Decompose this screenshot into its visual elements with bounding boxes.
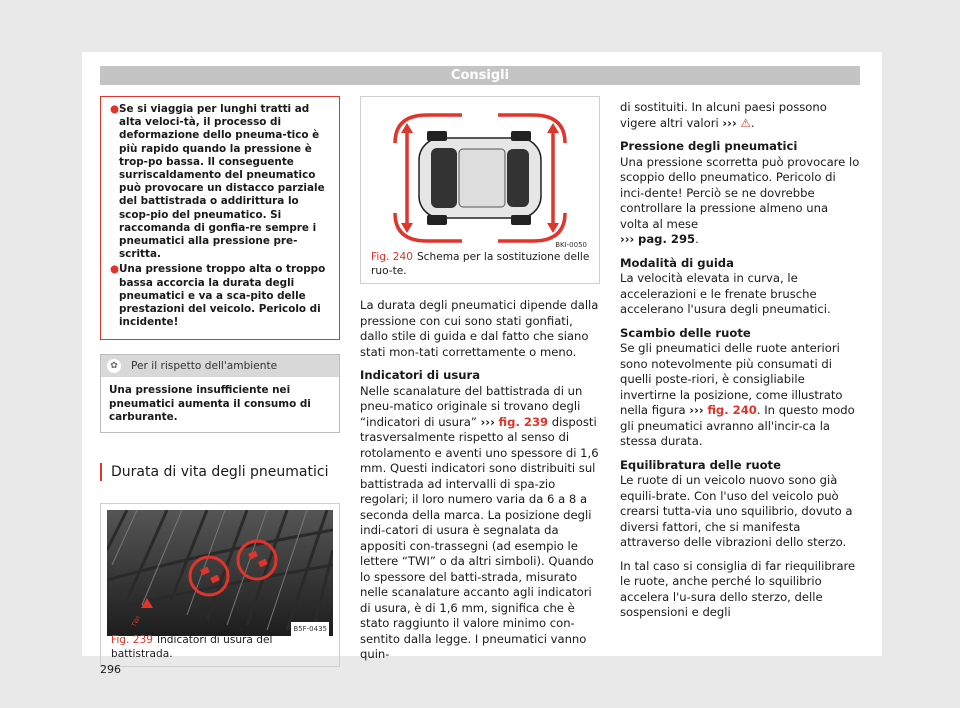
figure-link[interactable]: fig. 239 <box>498 414 549 429</box>
figure-240 <box>360 96 600 284</box>
body-text <box>360 298 600 663</box>
bullet-icon: ● <box>110 103 120 115</box>
twi-label: TWI <box>130 615 143 629</box>
paragraph: Le ruote di un veicolo nuovo sono già equili-brate. Con l'uso del veicolo può crearsi tutta-via uno squilibrio, dovuto a diversi fattori, che si manifesta attraverso delle vibrazioni dello sterzo. <box>620 473 853 549</box>
figure-link[interactable]: fig. 240 <box>707 403 757 417</box>
paragraph: In tal caso si consiglia di far riequilibrare le ruote, anche perché lo squilibrio accelera l'u-sura dello sterzo, delle sospensioni e degli <box>620 558 856 619</box>
subheading: Scambio delle ruote <box>620 325 751 340</box>
warning-item: ● Se si viaggia per lunghi tratti ad alta veloci-tà, il processo di deformazione dello pneuma-tico è più rapido quando la pressione è trop-po bassa. Il conseguente surriscaldamento del pneumatico può provocare un distacco parziale del battistrada o addirittura lo scop-pio del pneumatico. Si raccomanda di gonfia-re sempre i pneumatici alla pressione pre-scritta. <box>110 103 325 261</box>
subheading: Equilibratura delle ruote <box>620 457 781 472</box>
paragraph: La durata degli pneumatici dipende dalla pressione con cui sono stati gonfiati, dallo stile di guida e dal fatto che siano stati mon-tati correttamente o meno. <box>360 298 599 359</box>
manual-page <box>82 52 882 676</box>
warning-box <box>100 96 340 340</box>
body-text <box>620 100 860 621</box>
car-wheel-rotation-image <box>367 103 593 253</box>
page-number: 296 <box>100 663 121 676</box>
section-title: Durata di vita degli pneumatici <box>100 463 340 481</box>
figure-caption: Fig. 240 Schema per la sostituzione delle ruo-te. <box>371 251 590 277</box>
environment-header <box>101 355 339 377</box>
paragraph: La velocità elevata in curva, le accelerazioni e le frenate brusche accelerano l'usura degli pneumatici. <box>620 271 831 316</box>
figure-caption: Fig. 239 Indicatori di usura del battistrada. <box>111 634 273 660</box>
subheading: Modalità di guida <box>620 255 734 270</box>
warning-item: ● Una pressione troppo alta o troppo bassa accorcia la durata degli pneumatici e va a sca-pito delle prestazioni del veicolo. Pericolo di incidente! <box>110 263 326 329</box>
figure-code: BKI-0050 <box>553 238 589 254</box>
environment-box <box>100 354 340 433</box>
paragraph: Una pressione scorretta può provocare lo scoppio dello pneumatico. Pericolo di inci-dente! Perciò se ne dovrebbe controllare la pressione almeno una volta al mese ››› pag. 295. <box>620 154 860 246</box>
paragraph: Se gli pneumatici delle ruote anteriori sono notevolmente più consumati di quelli poste-riori, è consigliabile invertirne la posizione, come illustrato nella figura ››› fig. 240. In questo modo gli pneumatici avranno all'incir-ca la stessa durata. <box>620 341 855 448</box>
leaf-icon: ✿ <box>107 359 121 373</box>
column-right <box>620 100 860 629</box>
environment-title: Per il rispetto dell'ambiente <box>131 359 278 372</box>
bullet-icon: ● <box>110 263 120 276</box>
subheading: Pressione degli pneumatici <box>620 139 798 153</box>
subheading: Indicatori di usura <box>360 368 481 382</box>
page-link[interactable]: pag. 295 <box>638 232 696 246</box>
column-left <box>100 96 340 676</box>
environment-text: Una pressione insufficiente nei pneumatici aumenta il consumo di carburante. <box>109 384 311 423</box>
paragraph: Nelle scanalature del battistrada di un pneu-matico originale si trovano degli “indicatori di usura” ››› fig. 239 disposti trasversalmente rispetto al senso di rotolamento e aventi uno spessore di 1,6 mm. Questi indicatori sono distribuiti sul battistrada ad intervalli di spa-zio regolari; il loro numero varia da 6 a 8 a seconda della marca. La posizione degli indi-catori di usura è segnalata da appositi con-trassegni (ad esempio le lettere “TWI” o da altri simboli). Quando lo spessore del batti-strada, misurato nelle scanalature accanto agli indicatori di usura, è di 1,6 mm, significa che è stato raggiunto il valore minimo con-sentito dalla legge. I pneumatici vanno quin- <box>360 383 599 661</box>
warning-triangle-icon: ⚠ <box>740 115 751 130</box>
figure-code: B5F-0435 <box>291 622 329 638</box>
paragraph: di sostituiti. In alcuni paesi possono vigere altri valori ››› ⚠. <box>620 100 827 130</box>
page-header: Consigli <box>100 66 860 85</box>
column-middle <box>360 96 600 671</box>
figure-239 <box>100 503 340 667</box>
